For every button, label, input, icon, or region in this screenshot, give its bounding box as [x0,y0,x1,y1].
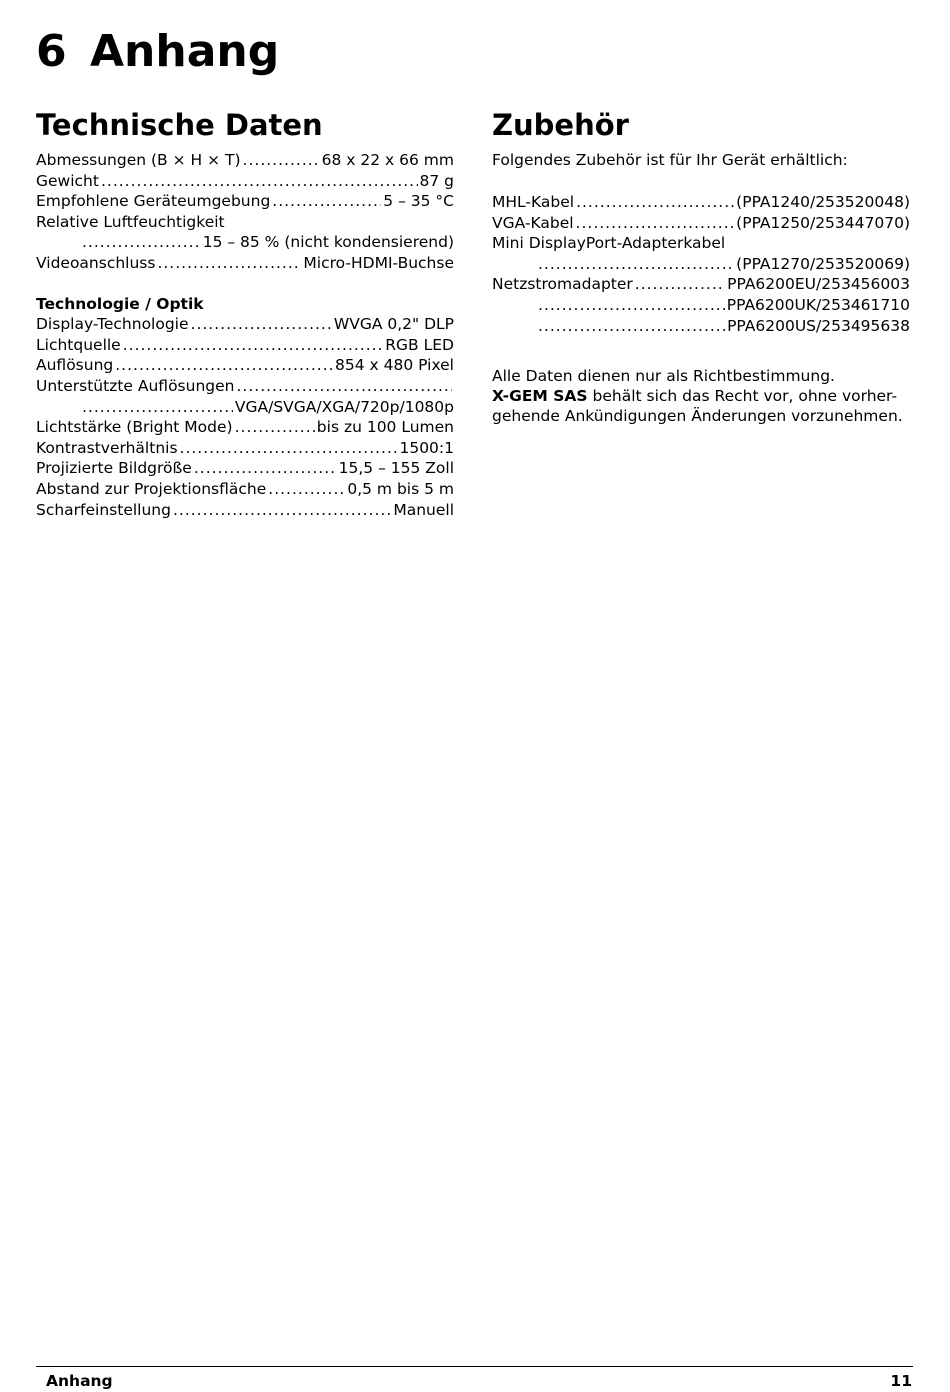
accessory-row-power-us [492,316,910,337]
spec-value: 854 x 480 Pixel [335,356,454,375]
spec-value: RGB LED [385,335,454,354]
accessory-row-displayport-label [492,233,910,254]
accessory-row-vga [492,213,910,234]
spec-value: 15 – 85 % (nicht kondensierend) [202,233,454,252]
accessory-label: MHL-Kabel [492,193,575,211]
spec-label: Display-Technologie [36,315,189,334]
spec-row-display-tech [36,314,454,335]
footer-section-title: Anhang [46,1372,113,1390]
accessory-row-displayport-code [492,254,910,275]
accessories-intro: Folgendes Zubehör ist für Ihr Gerät erhältlich: [492,151,848,169]
spec-label: Videoanschluss [36,253,156,272]
spec-label: Scharfeinstellung [36,500,171,519]
spec-value: Manuell [393,500,454,519]
spec-row-humidity-value [36,232,454,253]
spec-value: 1500:1 [399,438,454,457]
spec-value: bis zu 100 Lumen [316,418,454,437]
accessory-code: (PPA1240/253520048) [736,193,910,211]
spec-row-video [36,253,454,274]
tech-specs-column [36,106,454,520]
spec-label: Relative Luftfeuchtigkeit [36,212,225,231]
spec-row-humidity-label [36,212,454,233]
chapter-title: Anhang [90,26,280,77]
optics-subheading: Technologie / Optik [36,294,204,313]
spec-label: Gewicht [36,171,99,190]
accessory-code: PPA6200US/253495638 [727,316,910,335]
accessories-column [492,106,910,426]
spec-row-supported-res-label [36,376,454,397]
spec-label: Auflösung [36,356,114,375]
brand-name: X-GEM SAS [492,387,588,406]
spec-label: Empfohlene Geräteumgebung [36,192,271,211]
chapter-heading [36,22,279,82]
accessory-label: Mini DisplayPort-Adapterkabel [492,234,726,253]
accessory-label: Netzstromadapter [492,275,633,294]
spec-value: 5 – 35 °C [383,192,454,211]
spec-value: VGA/SVGA/XGA/720p/1080p [234,397,454,416]
accessory-code: PPA6200EU/253456003 [727,275,910,294]
spec-row-environment [36,191,454,212]
spec-row-resolution [36,355,454,376]
spec-row-light-source [36,335,454,356]
chapter-number: 6 [36,26,67,77]
spec-row-distance [36,479,454,500]
spec-row-contrast [36,438,454,459]
spec-value: 15,5 – 155 Zoll [338,459,454,478]
spec-row-dimensions [36,150,454,171]
spec-row-supported-res-value [36,397,454,418]
spec-value: 68 x 22 x 66 mm [321,151,454,169]
spec-value: 0,5 m bis 5 m [347,479,454,498]
spec-label: Unterstützte Auflösungen [36,376,235,395]
spec-label: Abstand zur Projektionsfläche [36,479,267,498]
accessory-row-power-uk [492,295,910,316]
spec-label: Kontrastverhältnis [36,438,178,457]
accessory-label: VGA-Kabel [492,213,574,232]
spec-row-brightness [36,417,454,438]
spec-row-focus [36,500,454,521]
spec-value: Micro-HDMI-Buchse [303,253,454,272]
spec-value: 87 g [419,171,454,190]
spec-label: Abmessungen (B × H × T) [36,151,241,169]
footer-divider [36,1366,913,1367]
rights-text-2: gehende Ankündigungen Änderungen vorzunehmen. [492,407,903,426]
spec-label: Projizierte Bildgröße [36,459,192,478]
accessory-code: (PPA1270/253520069) [736,254,910,273]
spec-label: Lichtstärke (Bright Mode) [36,418,233,437]
rights-text-1: behält sich das Recht vor, ohne vorher- [587,387,898,406]
tech-specs-heading: Technische Daten [36,108,323,142]
spec-row-weight [36,171,454,192]
disclaimer-note: Alle Daten dienen nur als Richtbestimmung. [492,367,835,386]
accessory-row-power-eu [492,274,910,295]
accessories-heading: Zubehör [492,108,629,142]
spec-row-image-size [36,458,454,479]
disclaimer-rights [492,386,910,426]
accessory-code: PPA6200UK/253461710 [726,295,910,314]
spec-label: Lichtquelle [36,335,121,354]
spec-value: WVGA 0,2" DLP [333,315,454,334]
accessory-row-mhl [492,192,910,213]
accessory-code: (PPA1250/253447070) [736,213,910,232]
page-number: 11 [890,1372,912,1390]
